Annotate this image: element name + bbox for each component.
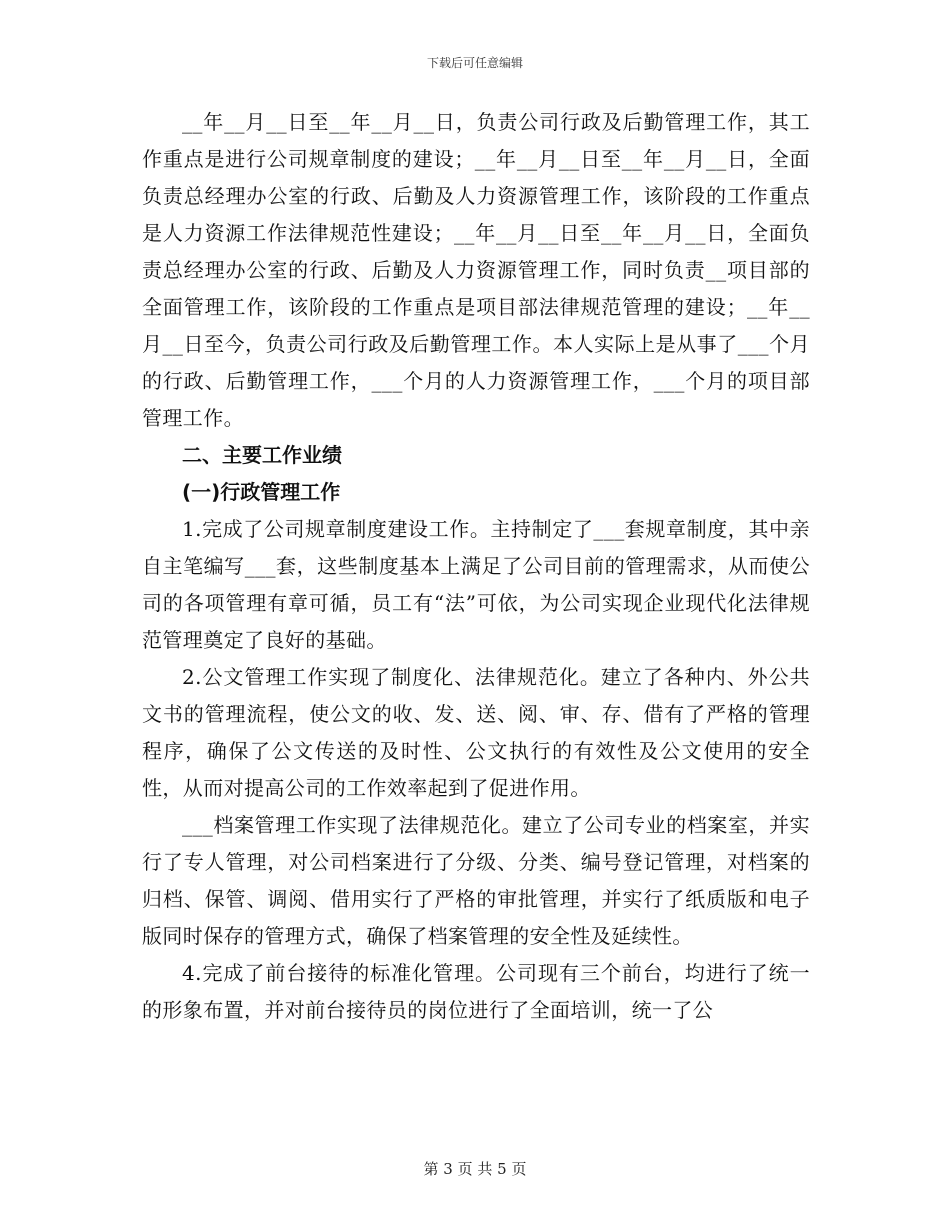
document-body bbox=[142, 104, 810, 1029]
paragraph-reception-management: 4.完成了前台接待的标准化管理。公司现有三个前台，均进行了统一的形象布置，并对前台接待员的岗位进行了全面培训，统一了公 bbox=[142, 961, 810, 1022]
paragraph-document-management: 2.公文管理工作实现了制度化、法律规范化。建立了各种内、外公共文书的管理流程，使公文的收、发、送、阅、审、存、借有了严格的管理程序，确保了公文传送的及时性、公文执行的有效性及公文使用的安全性，从而对提高公司的工作效率起到了促进作用。 bbox=[142, 665, 810, 800]
subsection-heading-admin-management: (一)行政管理工作 bbox=[182, 480, 341, 504]
paragraph-rules-system: 1.完成了公司规章制度建设工作。主持制定了___套规章制度，其中亲自主笔编写___套，这些制度基本上满足了公司目前的管理需求，从而使公司的各项管理有章可循，员工有“法”可依，为公司实现企业现代化法律规范管理奠定了良好的基础。 bbox=[142, 517, 810, 652]
page-footer-number: 第 3 页 共 5 页 bbox=[423, 1160, 527, 1178]
paragraph-work-history: __年__月__日至__年__月__日，负责公司行政及后勤管理工作，其工作重点是进行公司规章制度的建设；__年__月__日至__年__月__日，全面负责总经理办公室的行政、后勤及人力资源管理工作，该阶段的工作重点是人力资源工作法律规范性建设；__年__月__日至__年__月__日，全面负责总经理办公室的行政、后勤及人力资源管理工作，同时负责__项目部的全面管理工作，该阶段的工作重点是项目部法律规范管理的建设；__年__月__日至今，负责公司行政及后勤管理工作。本人实际上是从事了___个月的行政、后勤管理工作，___个月的人力资源管理工作，___个月的项目部管理工作。 bbox=[142, 110, 810, 430]
paragraph-archive-management: ___档案管理工作实现了法律规范化。建立了公司专业的档案室，并实行了专人管理，对公司档案进行了分级、分类、编号登记管理，对档案的归档、保管、调阅、借用实行了严格的审批管理，并实行了纸质版和电子版同时保存的管理方式，确保了档案管理的安全性及延续性。 bbox=[142, 813, 810, 948]
page-header-note: 下载后可任意编辑 bbox=[426, 56, 523, 70]
section-heading-main-achievements: 二、主要工作业绩 bbox=[182, 443, 342, 467]
